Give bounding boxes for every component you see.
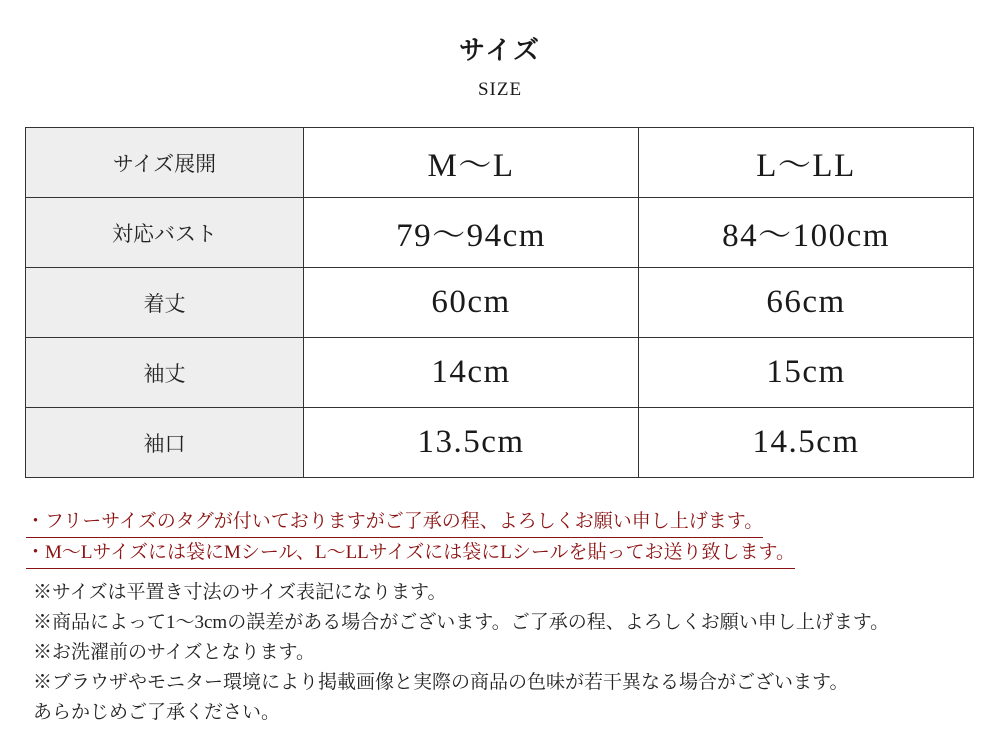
table-row-size-range [26, 128, 974, 198]
cell-size-range-l-ll: L～LL [639, 128, 974, 198]
highlight-note-free-size-tag: ・フリーサイズのタグが付いておりますがご了承の程、よろしくお願い申し上げます。 [26, 507, 763, 538]
note-before-washing: ※お洗濯前のサイズとなります。 [33, 642, 315, 663]
table-row-length [26, 268, 974, 338]
table-row-cuff [26, 408, 974, 478]
row-label-sleeve-length: 袖丈 [26, 338, 304, 408]
size-table [25, 127, 974, 478]
cell-cuff-m-l: 13.5cm [304, 408, 639, 478]
row-label-bust: 対応バスト [26, 198, 304, 268]
page-title: サイズ [459, 36, 541, 66]
cell-sleeve-length-l-ll: 15cm [639, 338, 974, 408]
table-row-sleeve-length [26, 338, 974, 408]
cell-size-range-m-l: M～L [304, 128, 639, 198]
highlight-note-size-sticker: ・M～Lサイズには袋にMシール、L～LLサイズには袋にLシールを貼ってお送り致します。 [26, 538, 795, 569]
note-measurement-error: ※商品によって1～3cmの誤差がある場合がございます。ご了承の程、よろしくお願い申し上げます。 [33, 612, 890, 633]
note-color-difference: ※ブラウザやモニター環境により掲載画像と実際の商品の色味が若干異なる場合がございます。 [33, 672, 849, 693]
cell-bust-m-l: 79～94cm [304, 198, 639, 268]
note-please-understand: あらかじめご了承ください。 [33, 702, 281, 723]
row-label-length: 着丈 [26, 268, 304, 338]
row-label-size-range: サイズ展開 [26, 128, 304, 198]
note-flat-measurement: ※サイズは平置き寸法のサイズ表記になります。 [33, 582, 447, 603]
cell-bust-l-ll: 84～100cm [639, 198, 974, 268]
highlight-notes [26, 507, 795, 569]
table-row-bust [26, 198, 974, 268]
cell-sleeve-length-m-l: 14cm [304, 338, 639, 408]
cell-length-l-ll: 66cm [639, 268, 974, 338]
page-subtitle: SIZE [477, 79, 523, 100]
general-notes [33, 578, 889, 728]
cell-length-m-l: 60cm [304, 268, 639, 338]
row-label-cuff: 袖口 [26, 408, 304, 478]
cell-cuff-l-ll: 14.5cm [639, 408, 974, 478]
